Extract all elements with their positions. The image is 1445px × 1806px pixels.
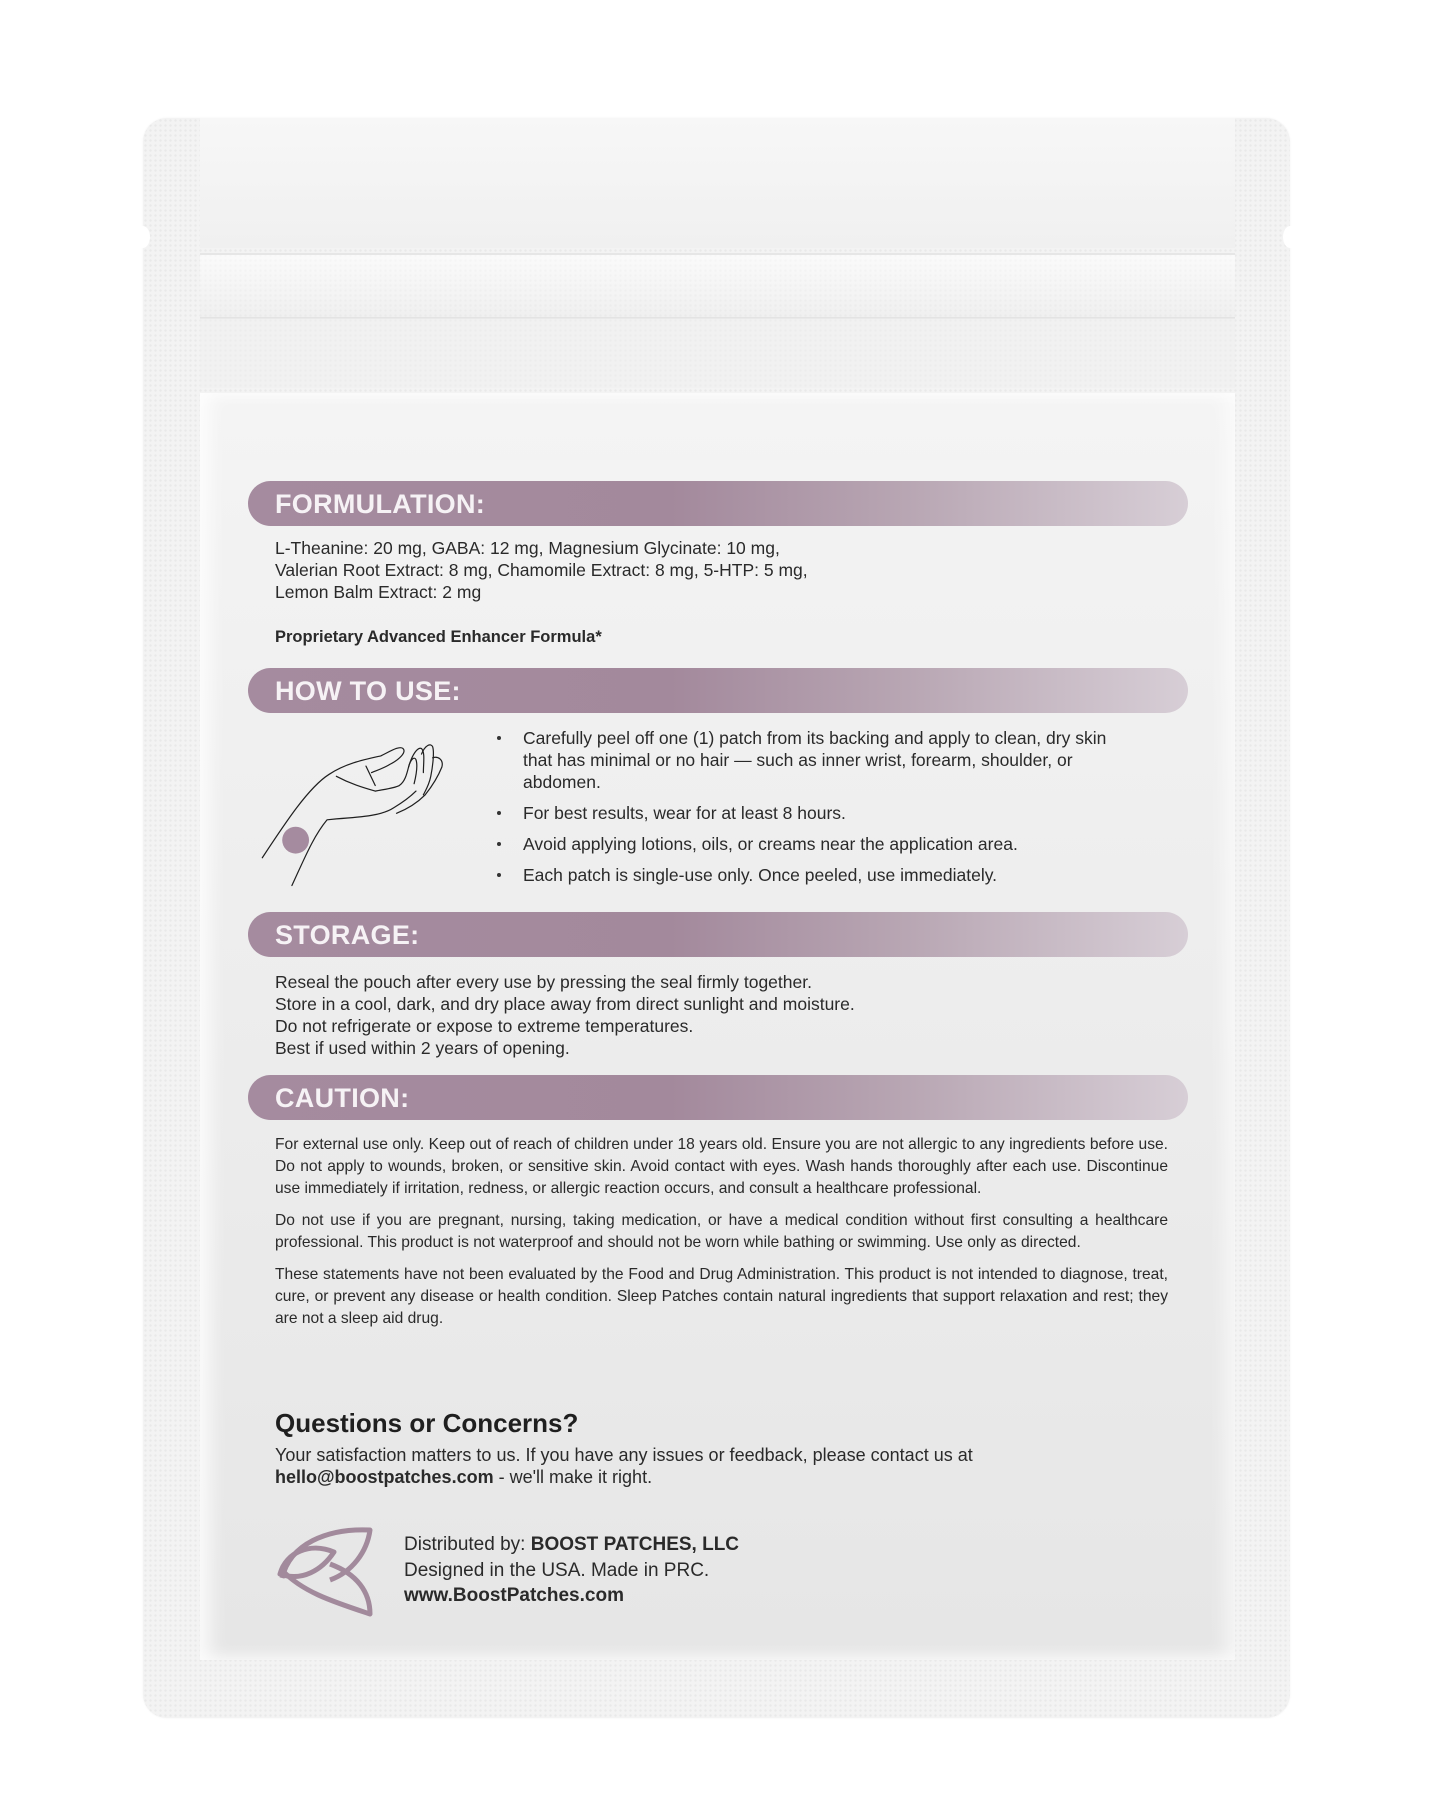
patch-dot-icon [282,827,309,854]
website-link[interactable]: www.BoostPatches.com [404,1585,624,1606]
storage-line-3: Do not refrigerate or expose to extreme temperatures. [275,1016,694,1036]
company-name: BOOST PATCHES, LLC [530,1534,740,1555]
zip-seal-lower [200,318,1235,388]
caution-text [275,1134,1168,1340]
distributor-block [404,1532,739,1609]
distributor-line: Distributed by: BOOST PATCHES, LLC [404,1534,740,1555]
storage-line-2: Store in a cool, dark, and dry place away from direct sunlight and moisture. [275,994,855,1014]
caution-paragraph-2: Do not use if you are pregnant, nursing, taking medication, or have a medical condition without first consulting a healthcare professional. This product is not waterproof and should not be worn while bathing or swimming. Use only as directed. [275,1212,1168,1251]
formulation-banner [248,481,1188,526]
origin-line: Designed in the USA. Made in PRC. [404,1559,710,1581]
questions-line-2: hello@boostpatches.com - we'll make it right. [275,1467,653,1487]
how-to-use-list [497,727,1137,895]
proprietary-formula: Proprietary Advanced Enhancer Formula* [275,628,602,646]
how-to-use-title: HOW TO USE: [275,676,461,706]
tear-notch-right [1283,226,1297,248]
questions-text [275,1444,973,1488]
boost-patches-leaf-logo-icon [272,1522,376,1622]
bullet-icon [497,873,501,877]
bullet-icon [497,736,501,740]
hand-with-wrist-patch-icon [252,730,467,892]
contact-email-link[interactable]: hello@boostpatches.com [275,1467,494,1487]
caution-paragraph-1: For external use only. Keep out of reach of children under 18 years old. Ensure you are not allergic to any ingredients before use. Do not apply to wounds, broken, or sensitive skin. Avoid contact with eyes. Wash hands thoroughly after each use. Discontinue use immediately if irritation, redness, or allergic reaction occurs, and consult a healthcare professional. [275,1136,1168,1197]
formulation-line-3: Lemon Balm Extract: 2 mg [275,582,482,602]
formulation-title: FORMULATION: [275,489,486,519]
pouch-top-panel [200,118,1235,248]
tear-notch-left [136,226,150,248]
caution-title: CAUTION: [275,1083,410,1113]
how-to-use-item: For best results, wear for at least 8 hours. [497,802,1137,824]
questions-line-1: Your satisfaction matters to us. If you have any issues or feedback, please contact us at [275,1445,973,1465]
storage-line-1: Reseal the pouch after every use by pressing the seal firmly together. [275,972,812,992]
bullet-icon [497,842,501,846]
zip-seal [200,253,1235,319]
how-to-use-item: Avoid applying lotions, oils, or creams near the application area. [497,833,1137,855]
how-to-use-item: Carefully peel off one (1) patch from its backing and apply to clean, dry skin that has minimal or no hair — such as inner wrist, forearm, shoulder, or abdomen. [497,727,1108,793]
how-to-use-item: Each patch is single-use only. Once peeled, use immediately. [497,864,1137,886]
storage-line-4: Best if used within 2 years of opening. [275,1038,570,1058]
caution-paragraph-3: These statements have not been evaluated by the Food and Drug Administration. This product is not intended to diagnose, treat, cure, or prevent any disease or health condition. Sleep Patches contain natural ingredients that support relaxation and rest; they are not a sleep aid drug. [275,1266,1168,1327]
formulation-line-2: Valerian Root Extract: 8 mg, Chamomile Extract: 8 mg, 5-HTP: 5 mg, [275,560,808,580]
bullet-icon [497,811,501,815]
formulation-line-1: L-Theanine: 20 mg, GABA: 12 mg, Magnesium Glycinate: 10 mg, [275,538,780,558]
questions-title: Questions or Concerns? [275,1408,579,1438]
caution-banner [248,1075,1188,1120]
storage-title: STORAGE: [275,920,420,950]
storage-banner [248,912,1188,957]
how-to-use-banner [248,668,1188,713]
